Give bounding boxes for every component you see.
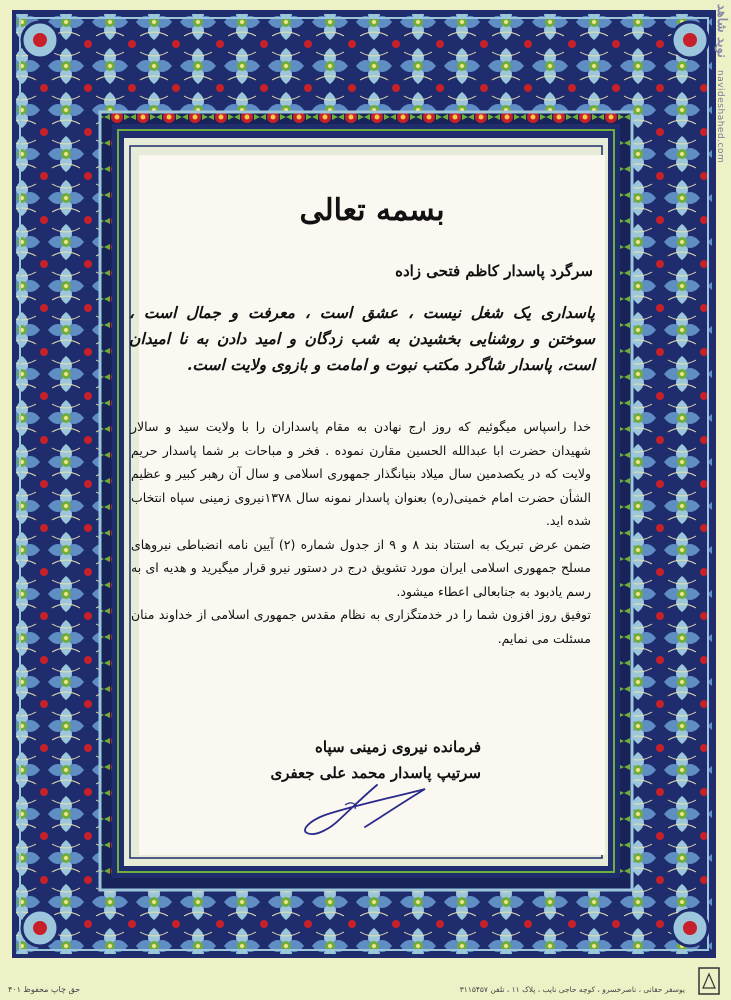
quote-line: سوختن و روشنایی بخشیدن به شب زدگان و امید دادن به نا امیدان — [129, 329, 595, 348]
recipient-line: سرگرد پاسدار کاظم فتحی زاده — [395, 262, 593, 280]
body-paragraph: خدا راسپاس میگوئیم که روز ارج نهادن به مقام پاسداران را با ولایت سید و سالار شهیدان حضرت ابا عبدالله الحسین مقارن نموده . فخر و مباحات بر شما پاسدار حریم ولایت که در یکصدمین سال میلاد بنیانگذار جمهوری اسلامی و سال آن رهبر کبیر و عظیم الشأن حضرت امام خمینی(ره) بعنوان پاسدار نمونه سال ۱۳۷۸نیروی زمینی سپاه انتخاب شده اید. — [131, 419, 591, 528]
body-paragraph: توفیق روز افزون شما را در خدمتگزاری به نظام مقدس جمهوری اسلامی از خداوند منان مسئلت می نمایم. — [131, 607, 591, 646]
quote-line: پاسداری یک شغل نیست ، عشق است ، معرفت و جمال است ، — [129, 303, 595, 322]
signatory-title: فرمانده نیروی زمینی سپاه — [315, 738, 481, 756]
watermark-logo: نوید شاهد — [714, 4, 729, 58]
handwritten-signature — [285, 775, 435, 845]
body-paragraph: ضمن عرض تبریک به استناد بند ۸ و ۹ از جدول شماره (۲) آیین نامه انضباطی نیروهای مسلح جمهوری اسلامی ایران مورد تشویق درج در دستور نیرو قرار میگیرید و هدیه ای به رسم یادبود به جنابعالی اعطاء میشود. — [131, 536, 592, 599]
document-title: بسمه تعالی — [299, 193, 445, 228]
opening-quote — [129, 300, 595, 378]
signatory-name: سرتیپ پاسدار محمد علی جعفری — [270, 764, 481, 782]
quote-line: است، پاسدار شاگرد مکتب نبوت و امامت و بازوی ولایت است. — [186, 355, 595, 374]
footer-printer-address: یوسفر حقانی ، ناصرخسرو ، کوچه حاجی نایب ، پلاک ۱۱ ، تلفن ۳۱۱۵۴۵۷ — [459, 985, 685, 994]
footer-copyright: حق چاپ محفوظ ۴۰۱ — [8, 985, 81, 994]
letter-body — [131, 415, 591, 650]
watermark-website: navideshahed.com — [715, 70, 725, 164]
printer-logo-icon — [697, 966, 721, 996]
